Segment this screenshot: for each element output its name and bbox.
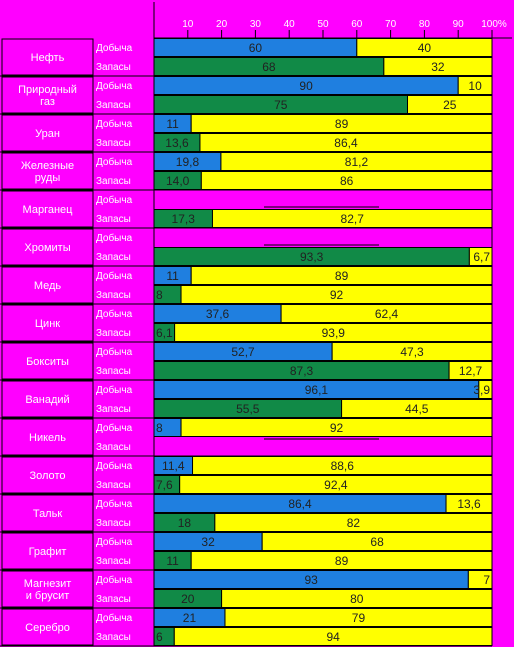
- row-label: Запасы: [96, 404, 131, 415]
- value-label: 6,1: [156, 326, 173, 340]
- category-label-line2: руды: [34, 172, 61, 184]
- value-label: 17,3: [171, 212, 195, 226]
- value-label: 6: [156, 630, 163, 644]
- row-label: Запасы: [96, 100, 131, 111]
- row-label: Добыча: [96, 309, 133, 320]
- row-label: Запасы: [96, 518, 131, 529]
- category-label: Уран: [35, 128, 60, 140]
- category-label: Графит: [28, 546, 67, 558]
- value-label: 62,4: [374, 307, 399, 321]
- value-label: 13,6: [165, 136, 189, 150]
- row-label: Запасы: [96, 556, 131, 567]
- value-label: 52,7: [231, 345, 255, 359]
- category-label: Железные: [20, 160, 75, 172]
- value-label: 12,7: [458, 364, 483, 378]
- row-label: Добыча: [96, 81, 133, 92]
- x-tick-label: 100%: [481, 19, 507, 30]
- value-label: 47,3: [400, 345, 424, 359]
- value-label: 10: [468, 79, 482, 93]
- value-label: 86,4: [334, 136, 358, 150]
- category-label-line2: газ: [40, 96, 55, 108]
- value-label: 13,6: [457, 497, 481, 511]
- row-label: Добыча: [96, 575, 133, 586]
- value-label: 44,5: [405, 402, 429, 416]
- row-label: Добыча: [96, 119, 133, 130]
- row-label: Запасы: [96, 252, 131, 263]
- row-label: Добыча: [96, 271, 133, 282]
- row-label: Запасы: [96, 176, 131, 187]
- x-tick-label: 50: [317, 19, 329, 30]
- row-label: Запасы: [96, 366, 131, 377]
- category-label: Тальк: [32, 508, 63, 520]
- value-label: 6,7: [473, 250, 490, 264]
- value-label: 86,4: [288, 497, 312, 511]
- row-label: Запасы: [96, 214, 131, 225]
- value-label: 32: [431, 60, 445, 74]
- value-label: 82: [346, 516, 361, 530]
- row-label: Запасы: [96, 442, 131, 453]
- value-label: 7,6: [156, 478, 173, 492]
- row-label: Добыча: [96, 461, 133, 472]
- value-label: 96,1: [304, 383, 329, 397]
- x-tick-label: 70: [385, 19, 397, 30]
- value-label: 68: [262, 60, 276, 74]
- value-label: 88,6: [330, 459, 354, 473]
- value-label: 3,9: [473, 383, 490, 397]
- value-label: 7: [483, 573, 490, 587]
- value-label: 92: [329, 421, 344, 435]
- value-label: 81,2: [344, 155, 369, 169]
- value-label: 75: [274, 98, 288, 112]
- category-label: Цинк: [34, 318, 61, 330]
- value-label: 93: [304, 573, 318, 587]
- value-label: 82,7: [340, 212, 364, 226]
- value-label: 18: [177, 516, 192, 530]
- x-tick-label: 60: [351, 19, 363, 30]
- category-label-line2: и брусит: [25, 590, 70, 602]
- value-label: 68: [370, 535, 384, 549]
- row-label: Добыча: [96, 499, 133, 510]
- value-label: 11: [166, 554, 179, 568]
- value-label: 40: [417, 41, 432, 55]
- row-label: Запасы: [96, 632, 131, 643]
- x-tick-label: 20: [216, 19, 228, 30]
- category-label: Бокситы: [26, 356, 69, 368]
- category-label: Никель: [29, 432, 66, 444]
- value-label: 60: [248, 41, 263, 55]
- category-label: Магнезит: [23, 578, 72, 590]
- value-label: 37,6: [205, 307, 230, 321]
- value-label: 89: [334, 554, 349, 568]
- category-label: Нефть: [30, 52, 65, 64]
- x-tick-label: 80: [418, 19, 430, 30]
- value-label: 92,4: [324, 478, 348, 492]
- row-label: Добыча: [96, 423, 133, 434]
- row-label: Добыча: [96, 347, 133, 358]
- value-label: 11: [166, 269, 179, 283]
- value-label: 87,3: [289, 364, 314, 378]
- value-label: 20: [181, 592, 195, 606]
- x-tick-label: 40: [283, 19, 295, 30]
- category-label: Золото: [29, 470, 66, 482]
- category-label: Марганец: [22, 204, 73, 216]
- row-label: Запасы: [96, 594, 131, 605]
- value-label: 90: [299, 79, 313, 93]
- row-label: Запасы: [96, 328, 131, 339]
- x-tick-label: 90: [452, 19, 464, 30]
- row-label: Добыча: [96, 233, 133, 244]
- row-label: Запасы: [96, 62, 131, 73]
- value-label: 89: [334, 269, 349, 283]
- row-label: Добыча: [96, 613, 133, 624]
- value-label: 93,3: [299, 250, 324, 264]
- category-label: Медь: [33, 280, 62, 292]
- value-label: 92: [329, 288, 344, 302]
- row-label: Добыча: [96, 157, 133, 168]
- row-label: Добыча: [96, 385, 133, 396]
- value-label: 19,8: [175, 155, 200, 169]
- value-label: 32: [201, 535, 215, 549]
- value-label: 11,4: [162, 459, 185, 473]
- value-label: 55,5: [236, 402, 260, 416]
- value-label: 11: [166, 117, 179, 131]
- category-label: Ванадий: [25, 394, 70, 406]
- row-label: Запасы: [96, 138, 131, 149]
- value-label: 14,0: [165, 174, 190, 188]
- row-label: Добыча: [96, 43, 133, 54]
- category-label: Природный: [18, 84, 77, 96]
- value-label: 25: [443, 98, 457, 112]
- x-tick-label: 30: [249, 19, 261, 30]
- value-label: 80: [350, 592, 364, 606]
- category-label: Серебро: [25, 622, 70, 634]
- row-label: Добыча: [96, 195, 133, 206]
- value-label: 86: [339, 174, 354, 188]
- value-label: 79: [351, 611, 366, 625]
- value-label: 89: [334, 117, 349, 131]
- value-label: 8: [156, 421, 163, 435]
- value-label: 94: [326, 630, 340, 644]
- row-label: Запасы: [96, 480, 131, 491]
- value-label: 93,9: [321, 326, 345, 340]
- x-tick-label: 10: [182, 19, 194, 30]
- value-label: 21: [182, 611, 197, 625]
- value-label: 8: [156, 288, 163, 302]
- row-label: Запасы: [96, 290, 131, 301]
- category-label: Хромиты: [24, 242, 71, 254]
- row-label: Добыча: [96, 537, 133, 548]
